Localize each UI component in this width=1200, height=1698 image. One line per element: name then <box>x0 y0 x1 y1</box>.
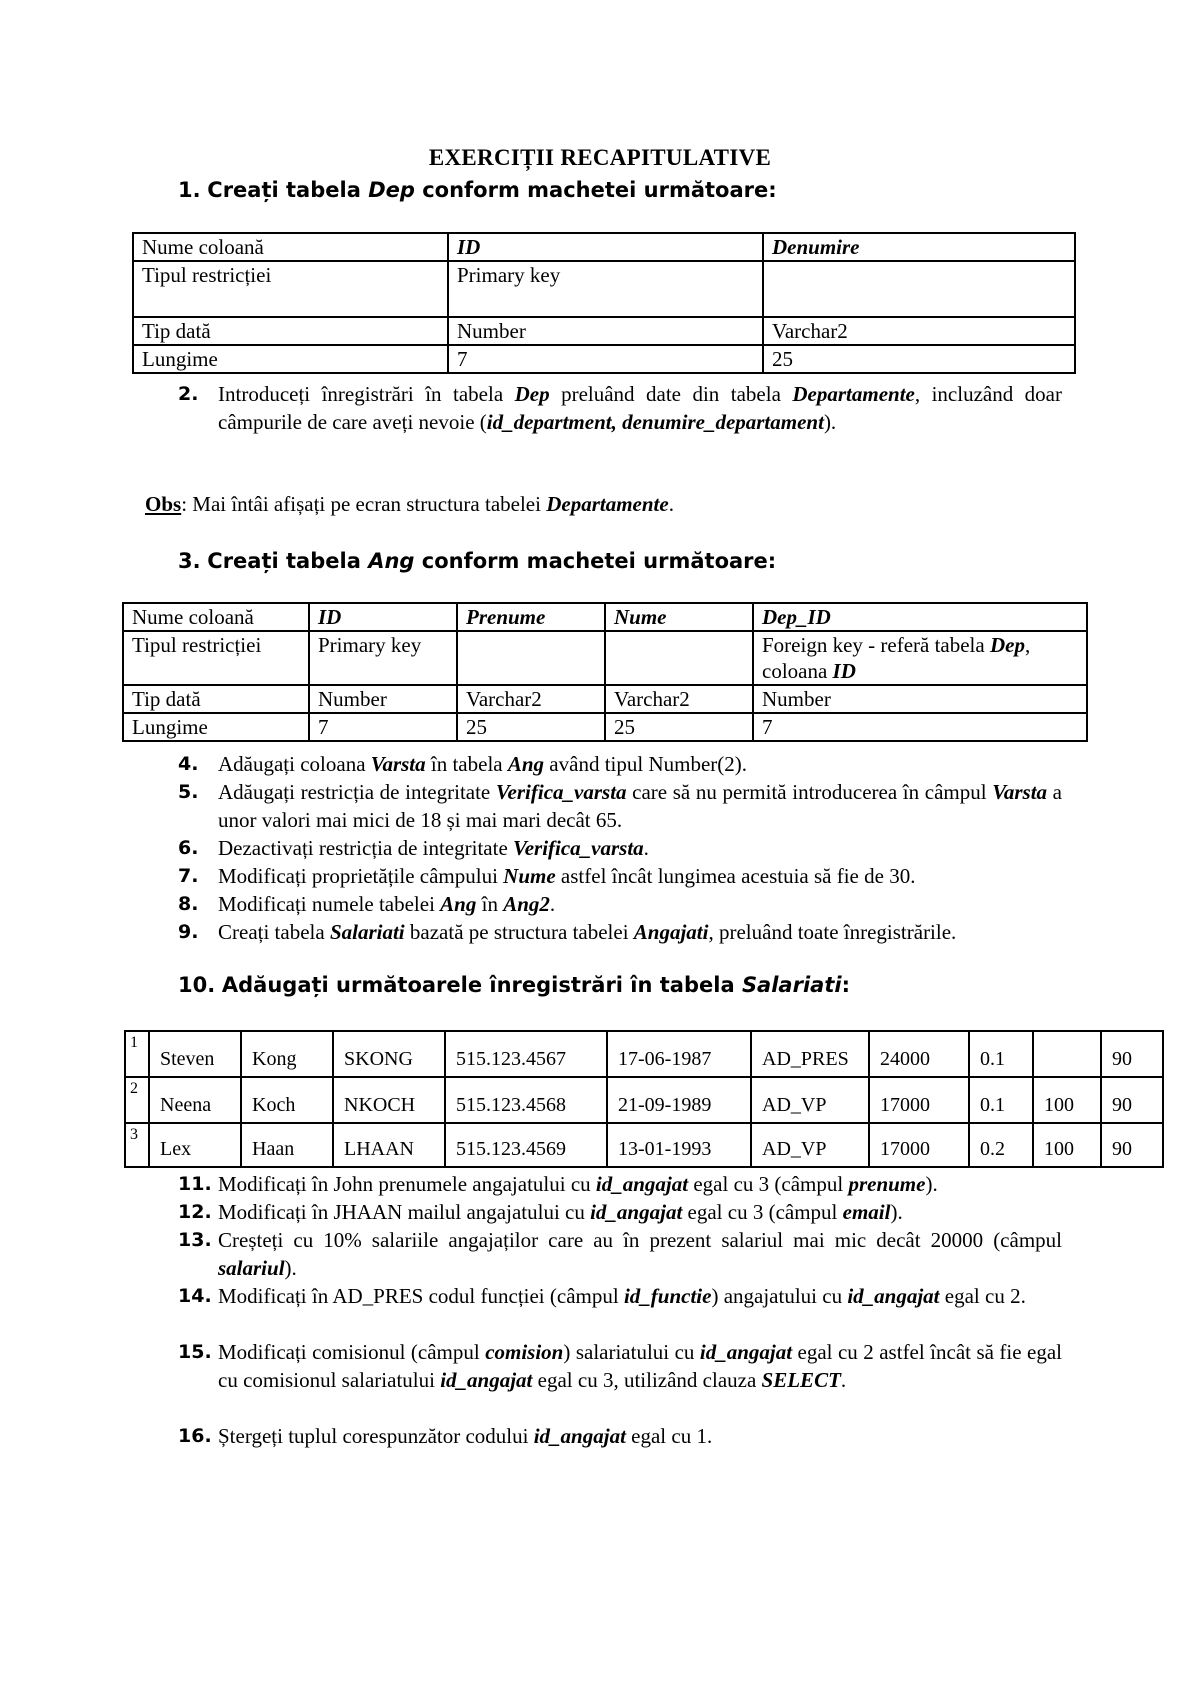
table-cell: 7 <box>309 713 457 741</box>
table-cell: Nume coloană <box>123 603 309 631</box>
table-cell: Lungime <box>133 345 448 373</box>
table-cell: Number <box>753 685 1087 713</box>
table-row <box>123 685 1087 713</box>
table-cell <box>457 631 605 685</box>
table-cell: Primary key <box>448 261 763 317</box>
table-cell: Varchar2 <box>763 317 1075 345</box>
table-row: 1 Steven Kong SKONG 515.123.4567 17-06-1987 AD_PRES 24000 0.1 90 <box>125 1031 1163 1077</box>
table-cell: 7 <box>753 713 1087 741</box>
table-cell: Tipul restricției <box>123 631 309 685</box>
table-cell: Foreign key - referă tabela Dep, coloana ID <box>753 631 1087 685</box>
table-cell: Tipul restricției <box>133 261 448 317</box>
table-cell: Tip dată <box>123 685 309 713</box>
salariati-table <box>124 1030 1164 1168</box>
table-row: 3 Lex Haan LHAAN 515.123.4569 13-01-1993 AD_VP 17000 0.2 100 90 <box>125 1123 1163 1167</box>
table-cell: Lungime <box>123 713 309 741</box>
table-row <box>133 233 1075 261</box>
table-cell: Varchar2 <box>457 685 605 713</box>
table-cell: Nume coloană <box>133 233 448 261</box>
table-cell: 25 <box>605 713 753 741</box>
exercise-1-heading: 1. Creați tabela Dep conform machetei următoare: <box>178 178 777 202</box>
table-cell: Dep_ID <box>753 603 1087 631</box>
table-cell: Tip dată <box>133 317 448 345</box>
table-cell: Nume <box>605 603 753 631</box>
table-row <box>123 713 1087 741</box>
exercise-3-heading: 3. Creați tabela Ang conform machetei următoare: <box>178 549 777 573</box>
table-cell: Number <box>448 317 763 345</box>
table-cell: Number <box>309 685 457 713</box>
table-cell: Varchar2 <box>605 685 753 713</box>
ang-table <box>122 602 1088 742</box>
table-cell: Prenume <box>457 603 605 631</box>
table-row <box>123 631 1087 685</box>
document-title: EXERCIȚII RECAPITULATIVE <box>428 145 772 170</box>
table-row <box>133 317 1075 345</box>
table-cell: ID <box>448 233 763 261</box>
table-row: 2 Neena Koch NKOCH 515.123.4568 21-09-1989 AD_VP 17000 0.1 100 90 <box>125 1077 1163 1123</box>
table-cell: 7 <box>448 345 763 373</box>
table-row <box>133 261 1075 317</box>
exercise-10-heading: 10. Adăugați următoarele înregistrări în tabela Salariati: <box>178 973 850 997</box>
table-cell <box>605 631 753 685</box>
table-cell: Primary key <box>309 631 457 685</box>
table-row <box>133 345 1075 373</box>
table-cell: 25 <box>457 713 605 741</box>
dep-table <box>132 232 1076 374</box>
observation-note: Obs: Mai întâi afișați pe ecran structura tabelei Departamente. <box>145 492 674 516</box>
table-cell: Denumire <box>763 233 1075 261</box>
table-cell: 25 <box>763 345 1075 373</box>
table-cell <box>763 261 1075 317</box>
table-row <box>123 603 1087 631</box>
table-cell: ID <box>309 603 457 631</box>
